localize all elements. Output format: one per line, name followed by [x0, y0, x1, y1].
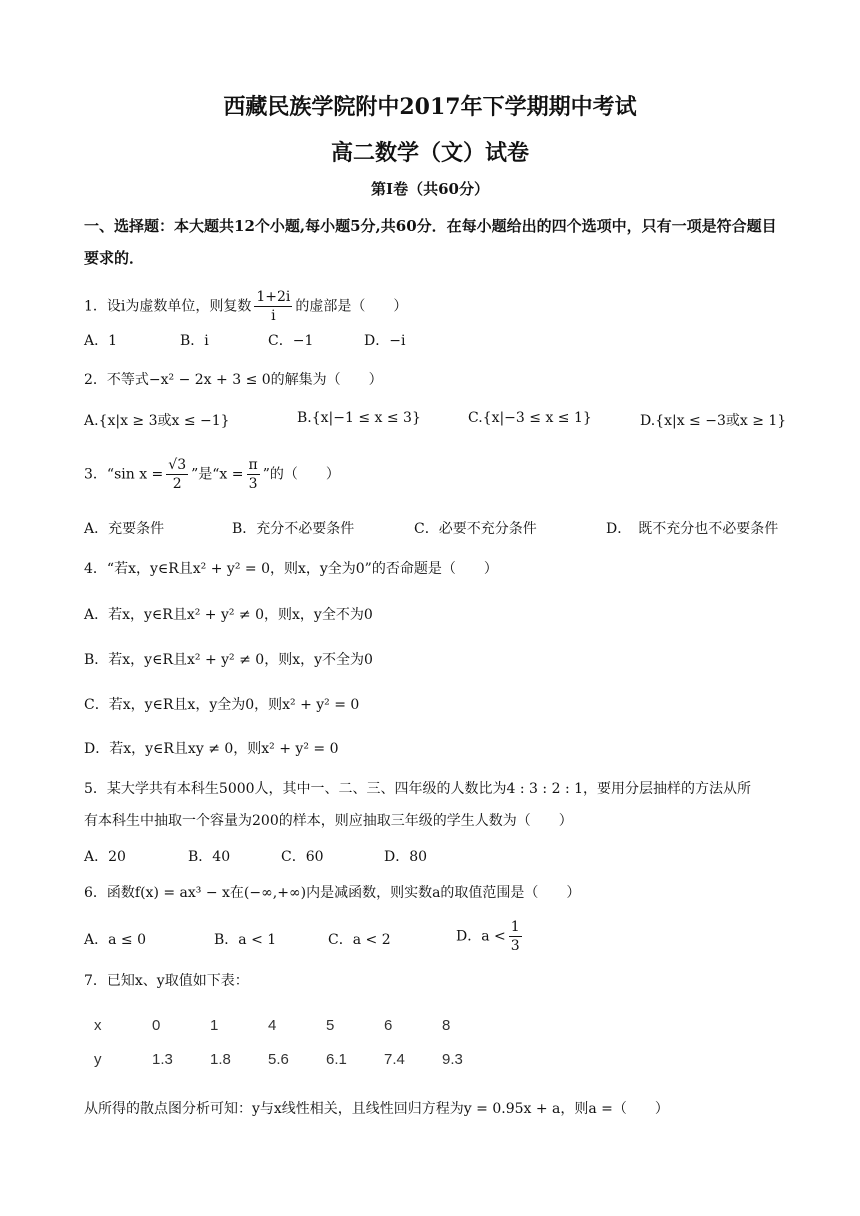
table-cell: 5	[326, 1016, 335, 1034]
q1-stem-pre: 1．设i为虚数单位，则复数	[84, 298, 252, 315]
q2-option-a: A.{x|x ≥ 3或x ≤ −1}	[84, 413, 230, 429]
q5-option-b: B．40	[188, 849, 231, 865]
q1-option-d: D．−i	[364, 333, 406, 349]
table-row-y	[84, 1042, 500, 1076]
table-cell: 6.1	[326, 1050, 347, 1068]
table-x-label: x	[94, 1016, 102, 1034]
table-cell: 1.3	[152, 1050, 173, 1068]
question-6-stem: 6．函数f(x) = ax³ − x在(−∞,+∞)内是减函数，则实数a的取值范围是（ ）	[84, 885, 581, 901]
q6-d-frac-num: 1	[510, 919, 520, 935]
section-instructions: 一、选择题：本大题共12个小题,每小题5分,共60分．在每小题给出的四个选项中，只有一项是符合题目要求的．	[84, 217, 777, 267]
table-cell: 7.4	[384, 1050, 405, 1068]
q1-option-b: B．i	[180, 333, 209, 349]
table-cell: 1.8	[210, 1050, 231, 1068]
q3-stem-mid: ”是“x =	[191, 466, 244, 483]
question-2-stem: 2．不等式−x² − 2x + 3 ≤ 0的解集为（ ）	[84, 372, 383, 388]
q3-frac1-den: 2	[172, 476, 182, 492]
q6-option-a: A．a ≤ 0	[84, 932, 146, 948]
q3-fraction-sqrt3-2	[166, 456, 188, 493]
table-row-x	[84, 1008, 500, 1042]
q6-option-d-pre: D．a <	[456, 928, 506, 945]
q1-option-a: A．1	[84, 333, 118, 349]
q3-option-d: D． 既不充分也不必要条件	[606, 521, 779, 537]
q6-d-frac-den: 3	[510, 938, 520, 954]
school-title: 西藏民族学院附中2017年下学期期中考试	[223, 94, 637, 120]
question-5-stem-line-2: 有本科生中抽取一个容量为200的样本，则应抽取三年级的学生人数为（ ）	[84, 813, 573, 829]
table-cell: 6	[384, 1016, 393, 1034]
q3-option-b: B．充分不必要条件	[232, 521, 355, 537]
q3-option-a: A．充要条件	[84, 521, 165, 537]
volume-label: 第Ⅰ卷（共60分）	[371, 180, 489, 198]
q1-option-c: C．−1	[268, 333, 314, 349]
question-7-followup: 从所得的散点图分析可知：y与x线性相关，且线性回归方程为y = 0.95x + a，则a =（ ）	[84, 1101, 669, 1117]
table-cell: 0	[152, 1016, 161, 1034]
q2-option-d: D.{x|x ≤ −3或x ≥ 1}	[640, 413, 787, 429]
question-5-stem-line-1: 5．某大学共有本科生5000人，其中一、二、三、四年级的人数比为4 : 3 : 2 : 1，要用分层抽样的方法从所	[84, 781, 752, 797]
q1-frac-num: 1+2i	[256, 289, 291, 305]
table-cell: 1	[210, 1016, 219, 1034]
q3-stem-pre: 3．“sin x =	[84, 466, 164, 483]
q3-frac2-den: 3	[248, 476, 258, 492]
q3-stem-post: ”的（ ）	[262, 466, 340, 483]
q4-option-a: A．若x，y∈R且x² + y² ≠ 0，则x，y全不为0	[84, 607, 373, 623]
q6-option-c: C．a < 2	[328, 932, 391, 948]
table-cell: 9.3	[442, 1050, 463, 1068]
q3-frac2-num: π	[248, 457, 258, 473]
q1-stem-post: 的虚部是（ ）	[295, 298, 408, 315]
q5-option-c: C．60	[281, 849, 324, 865]
q3-fraction-pi-3	[247, 456, 260, 493]
q1-fraction	[254, 288, 292, 325]
q2-option-b: B.{x|−1 ≤ x ≤ 3}	[297, 410, 421, 426]
q5-option-d: D．80	[384, 849, 428, 865]
q3-option-c: C．必要不充分条件	[414, 521, 537, 537]
table-cell: 4	[268, 1016, 277, 1034]
question-1-stem	[84, 288, 407, 325]
table-cell: 8	[442, 1016, 451, 1034]
q4-option-c: C．若x，y∈R且x，y全为0，则x² + y² = 0	[84, 697, 360, 713]
q1-frac-den: i	[271, 308, 276, 324]
table-cell: 5.6	[268, 1050, 289, 1068]
table-y-label: y	[94, 1050, 102, 1068]
q6-option-b: B．a < 1	[214, 932, 277, 948]
q6-option-d-fraction	[509, 918, 522, 955]
question-3-stem	[84, 456, 340, 493]
paper-title: 高二数学（文）试卷	[330, 140, 529, 166]
q3-frac1-num: √3	[168, 457, 187, 473]
xy-data-table	[84, 1008, 500, 1076]
q6-option-d	[456, 918, 525, 955]
q4-option-b: B．若x，y∈R且x² + y² ≠ 0，则x，y不全为0	[84, 652, 373, 668]
question-7-stem: 7．已知x、y取值如下表：	[84, 973, 249, 989]
question-4-stem: 4．“若x，y∈R且x² + y² = 0，则x，y全为0”的否命题是（ ）	[84, 561, 498, 577]
q5-option-a: A．20	[84, 849, 126, 865]
q4-option-d: D．若x，y∈R且xy ≠ 0，则x² + y² = 0	[84, 741, 339, 757]
q2-option-c: C.{x|−3 ≤ x ≤ 1}	[468, 410, 592, 426]
